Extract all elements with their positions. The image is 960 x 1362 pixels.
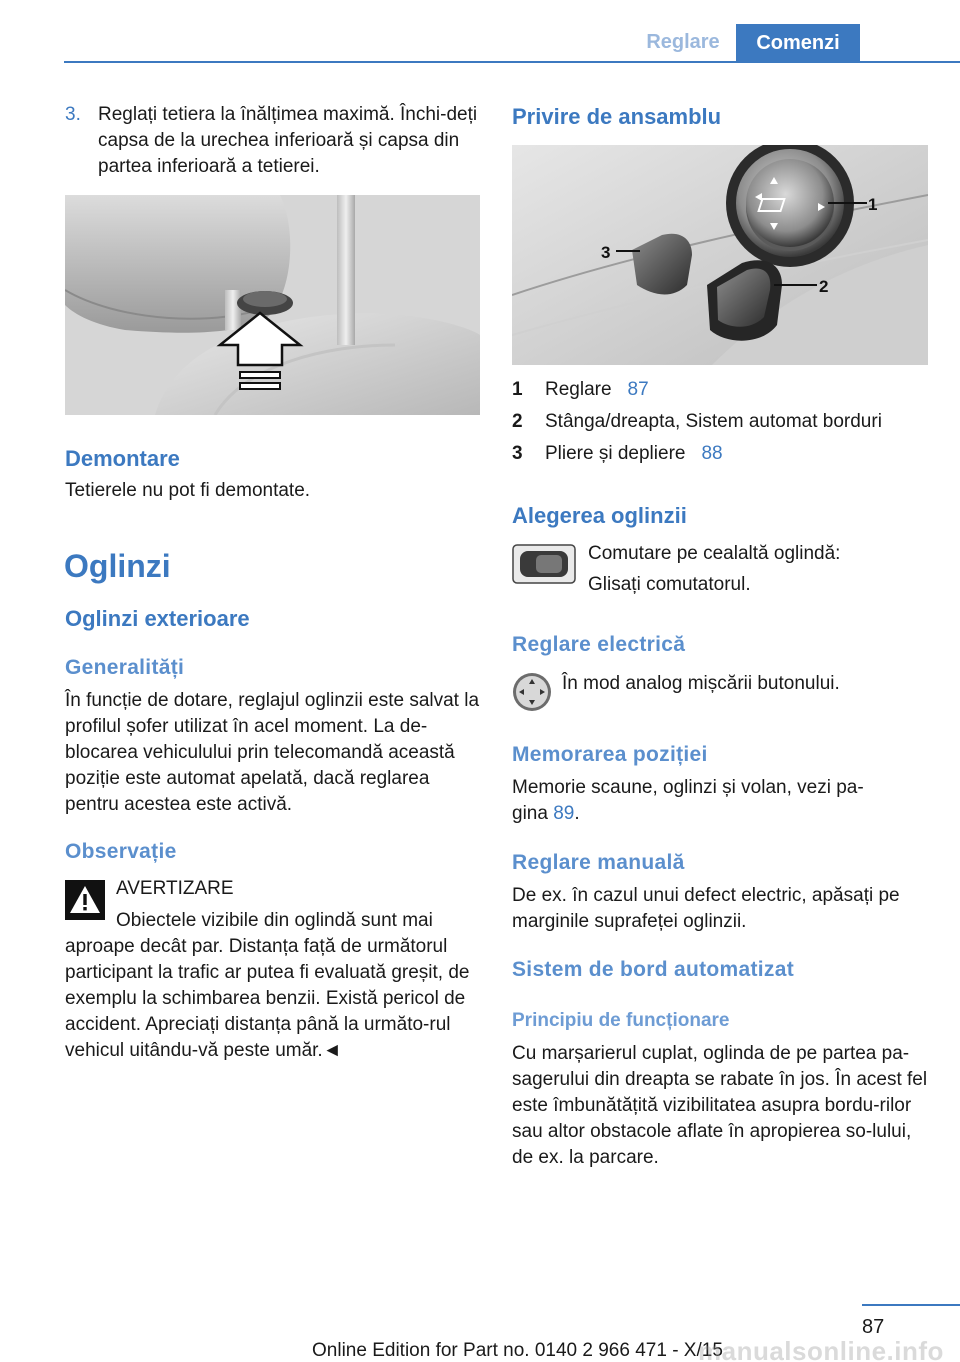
step-text: Reglați tetiera la înălțimea maximă. Închi-deți capsa de la urechea inferioară și capsa din partea inferioară a tetierei.	[98, 104, 478, 177]
legend-number: 3	[512, 443, 523, 464]
memorarea-text-end: .	[574, 803, 580, 824]
legend-page-link[interactable]: 87	[627, 379, 649, 400]
alegerea-line1: Comutare pe cealaltă oglindă:	[588, 543, 841, 564]
legend-label: Pliere și depliere	[545, 443, 686, 464]
watermark: manualsonline.info	[698, 1336, 944, 1362]
edition-text: Online Edition for Part no. 0140 2 966 471 - X/15	[312, 1340, 723, 1361]
page-number: 87	[862, 1316, 885, 1338]
step-3	[65, 102, 480, 180]
alegerea-heading: Alegerea oglinzii	[512, 503, 687, 528]
demontare-text: Tetierele nu pot fi demontate.	[65, 480, 311, 501]
electrica-heading: Reglare electrică	[512, 633, 686, 656]
generalitati-heading: Generalități	[65, 656, 185, 679]
legend-label: Stânga/dreapta, Sistem automat borduri	[545, 411, 882, 432]
privire-heading: Privire de ansamblu	[512, 104, 722, 129]
alegerea-line2: Glisați comutatorul.	[588, 574, 751, 595]
legend-item-3	[512, 441, 723, 467]
electrica-text: În mod analog mișcării butonului.	[562, 673, 840, 694]
memorarea-heading: Memorarea poziției	[512, 743, 708, 766]
legend-label: Reglare	[545, 379, 612, 400]
legend-item-2	[512, 409, 882, 435]
mirror-adjust-knob-icon	[512, 672, 552, 712]
warning-label: AVERTIZARE	[116, 878, 234, 899]
callout-3: 3	[601, 243, 611, 262]
header-chapter-tab: Comenzi	[736, 24, 860, 63]
principiu-heading: Principiu de funcționare	[512, 1010, 730, 1031]
mirror-select-switch-icon	[512, 544, 576, 584]
oglinzi-exterioare-heading: Oglinzi exterioare	[65, 606, 250, 631]
legend-item-1	[512, 377, 649, 403]
sistem-heading: Sistem de bord automatizat	[512, 958, 795, 981]
header-rule	[64, 61, 960, 63]
warning-icon	[65, 880, 105, 920]
generalitati-text: În funcție de dotare, reglajul oglinzii este salvat la profilul șofer utilizat în acel moment. La de-blocarea vehiculului prin telecomandă această poziție este automat apelată, dacă reglarea pentru acestea este activă.	[65, 690, 480, 815]
warning-text-first: Obiectele vizibile din oglindă sunt mai	[116, 910, 433, 931]
observatie-heading: Observație	[65, 840, 177, 863]
callout-1: 1	[868, 195, 878, 214]
memorarea-text-body: Memorie scaune, oglinzi și volan, vezi pa-gina	[512, 777, 864, 824]
legend-page-link[interactable]: 88	[701, 443, 723, 464]
principiu-text: Cu marșarierul cuplat, oglinda de pe partea pa-sagerului din dreapta se rabate în jos. În acest fel este îmbunătățită vizibilitatea asupra bordu-rilor sau altor obstacole aflate în apropierea so-lului, de ex. la parcare.	[512, 1043, 928, 1168]
warning-text: aproape decât par. Distanța față de următorul participant la trafic ar putea fi evaluată greșit, de exemplu la schimbarea benzii. Există pericol de accident. Apreciați distanța până la următo-rul vehicul uitându-vă peste umăr.◄	[65, 936, 470, 1061]
headrest-illustration	[65, 195, 480, 415]
memorarea-page-link[interactable]: 89	[553, 803, 575, 824]
footer-rule	[862, 1304, 960, 1306]
header-section-tab: Reglare	[646, 31, 720, 53]
mirror-switch-illustration	[512, 145, 928, 365]
callout-2: 2	[819, 277, 829, 296]
demontare-heading: Demontare	[65, 446, 180, 471]
step-number: 3.	[65, 104, 81, 125]
manuala-text: De ex. în cazul unui defect electric, apăsați pe marginile suprafeței oglinzii.	[512, 885, 900, 932]
memorarea-text	[512, 775, 892, 827]
manuala-heading: Reglare manuală	[512, 851, 685, 874]
oglinzi-heading: Oglinzi	[64, 548, 171, 584]
legend-number: 1	[512, 379, 523, 400]
legend-number: 2	[512, 411, 523, 432]
